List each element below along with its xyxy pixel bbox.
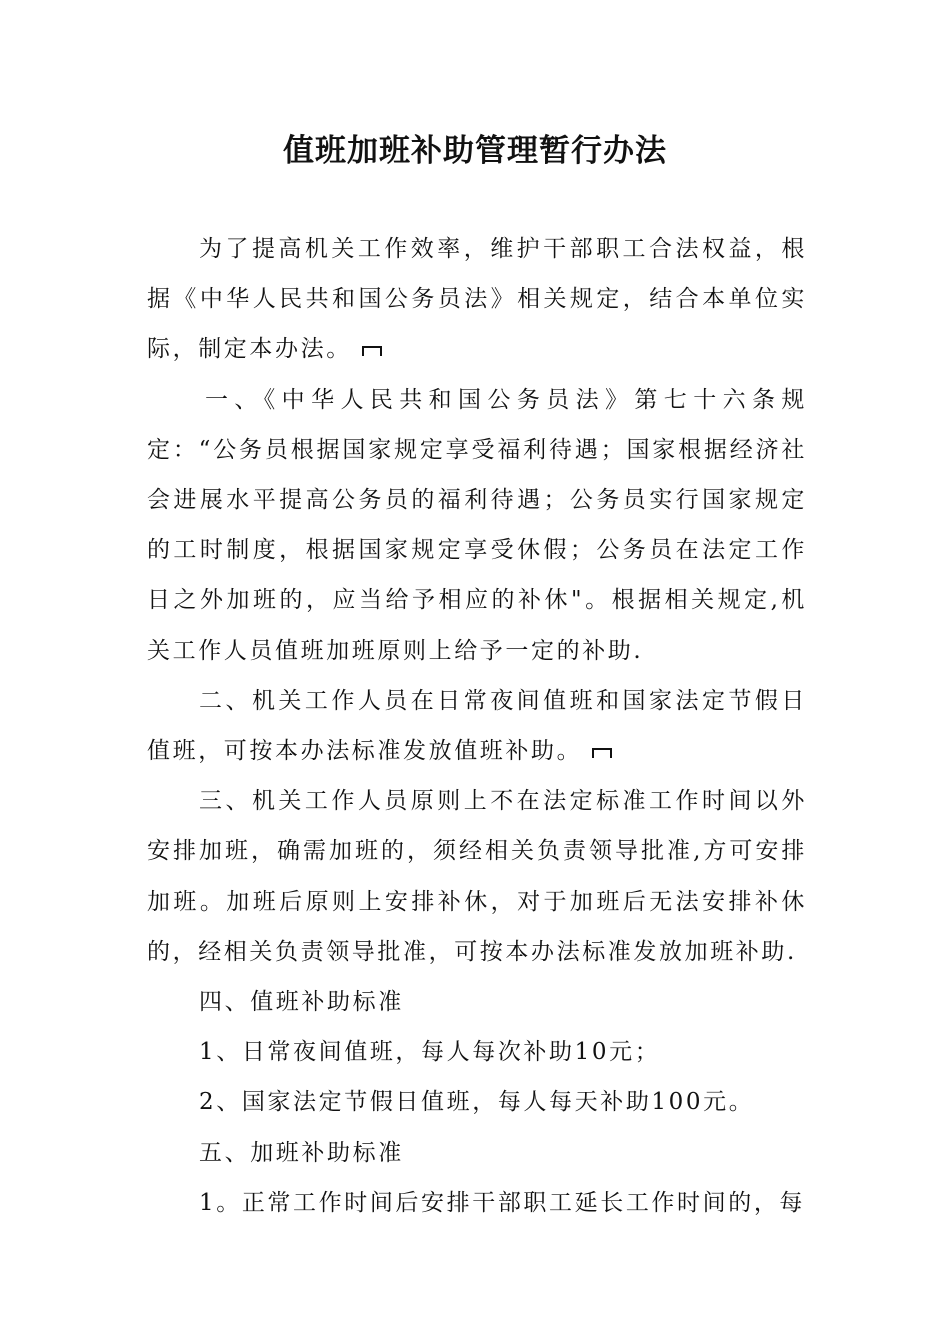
- paragraph-article-3: 三、机关工作人员原则上不在法定标准工作时间以外安排加班，确需加班的，须经相关负责领导批准,方可安排加班。加班后原则上安排补休，对于加班后无法安排补休的，经相关负责领导批准，可按本办法标准发放加班补助.: [147, 788, 807, 965]
- paragraph-end-mark-icon: [360, 344, 384, 358]
- section-heading-duty-allowance: 四、值班补助标准: [199, 989, 404, 1016]
- paragraph-text: 为了提高机关工作效率，维护干部职工合法权益，根据《中华人民共和国公务员法》相关规定，结合本单位实际，制定本办法。: [147, 236, 807, 363]
- list-item-night-duty: 1、日常夜间值班，每人每次补助10元；: [199, 1039, 661, 1066]
- document-body: [147, 224, 807, 1228]
- paragraph-article-1: 一、《中华人民共和国公务员法》第七十六条规定：“公务员根据国家规定享受福利待遇；国家根据经济社会进展水平提高公务员的福利待遇；公务员实行国家规定的工时制度，根据国家规定享受休假；公务员在法定工作日之外加班的，应当给予相应的补休"。根据相关规定,机关工作人员值班加班原则上给予一定的补助.: [147, 386, 807, 664]
- list-item-holiday-duty: 2、国家法定节假日值班，每人每天补助100元。: [199, 1089, 755, 1116]
- list-item-extended-hours: 1。正常工作时间后安排干部职工延长工作时间的，每: [199, 1189, 806, 1216]
- paragraph-preamble: [147, 224, 807, 375]
- paragraph-article-2: [147, 676, 807, 776]
- paragraph-text: 二、机关工作人员在日常夜间值班和国家法定节假日值班，可按本办法标准发放值班补助。: [147, 687, 807, 765]
- paragraph-end-mark-icon: [590, 746, 614, 760]
- document-title: 值班加班补助管理暂行办法: [283, 133, 667, 169]
- section-heading-overtime-allowance: 五、加班补助标准: [199, 1139, 404, 1166]
